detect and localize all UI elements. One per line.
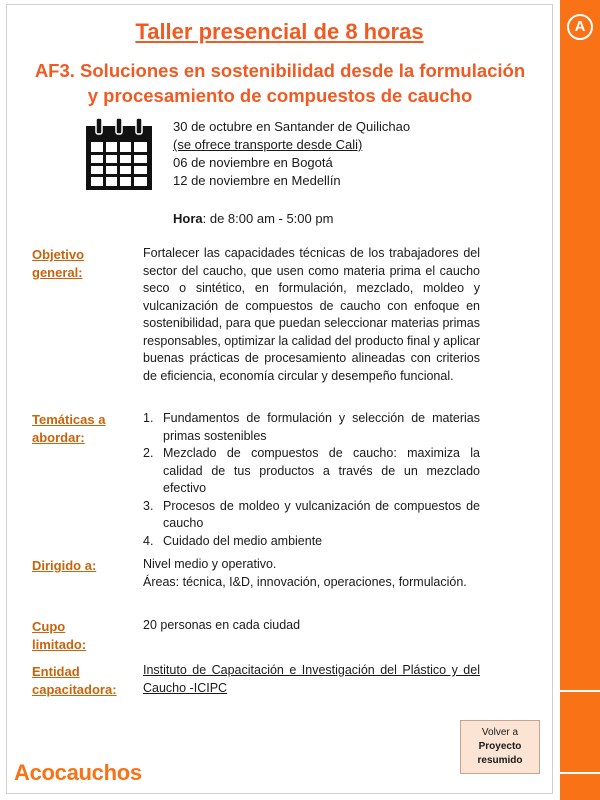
list-item: 2. Mezclado de compuestos de caucho: maximiza la calidad de tus productos a través de un mezclado efectivo — [143, 446, 480, 495]
cupo-text: 20 personas en cada ciudad — [143, 618, 301, 632]
schedule-dates — [173, 118, 410, 190]
entidad-label: Entidad capacitadora: — [32, 664, 117, 697]
brand-logo: Acocauchos — [14, 760, 142, 785]
page-title: Taller presencial de 8 horas — [135, 19, 424, 44]
sidebar-divider — [560, 772, 600, 774]
date-line: 12 de noviembre en Medellín — [173, 173, 341, 188]
subtitle-line: AF3. Soluciones en sostenibilidad desde la formulación — [34, 60, 526, 81]
objetivo-text: Fortalecer las capacidades técnicas de los trabajadores del sector del caucho, que usen como materia prima el caucho seco o sintético, en formulación, mezclado, moldeo y vulcanización de compuestos de caucho con enfoque en sostenibilidad, para que puedan seleccionar materias primas responsables, optimizar la calidad del producto final y aplicar buenas prácticas de procesamiento alineadas con criterios de eficiencia, economía circular y desempeño funcional. — [143, 246, 480, 383]
date-line: 30 de octubre en Santander de Quilichao — [173, 119, 411, 134]
acocauchos-logo-icon: A — [567, 14, 593, 40]
schedule-time — [173, 211, 333, 226]
sidebar-divider — [560, 690, 600, 692]
topics-list — [143, 410, 480, 550]
list-item: 1. Fundamentos de formulación y selección de materias primas sostenibles — [143, 411, 480, 443]
date-line: 06 de noviembre en Bogotá — [173, 155, 333, 170]
cupo-label: Cupo limitado: — [32, 619, 87, 652]
back-to-project-button[interactable]: Volver a Proyecto resumido — [460, 720, 540, 774]
entidad-link[interactable]: Instituto de Capacitación e Investigación del Plástico y del Caucho -ICIPC — [143, 663, 480, 695]
tematicas-label: Temáticas a abordar: — [32, 412, 106, 445]
sidebar-accent-bar — [560, 0, 600, 800]
list-item: 3. Procesos de moldeo y vulcanización de compuestos de caucho — [143, 498, 480, 530]
hora-value: : de 8:00 am - 5:00 pm — [202, 211, 334, 226]
objetivo-label: Objetivo general: — [32, 247, 85, 280]
dirigido-label: Dirigido a: — [32, 558, 97, 573]
page-subtitle — [20, 58, 540, 108]
list-item: 4. Cuidado del medio ambiente — [143, 533, 323, 548]
dirigido-text: Nivel medio y operativo. Áreas: técnica, I&D, innovación, operaciones, formulación. — [143, 557, 467, 589]
subtitle-line: y procesamiento de compuestos de caucho — [87, 85, 473, 106]
calendar-icon — [86, 118, 152, 190]
transport-note: (se ofrece transporte desde Cali) — [173, 137, 363, 152]
hora-label: Hora — [173, 211, 203, 226]
